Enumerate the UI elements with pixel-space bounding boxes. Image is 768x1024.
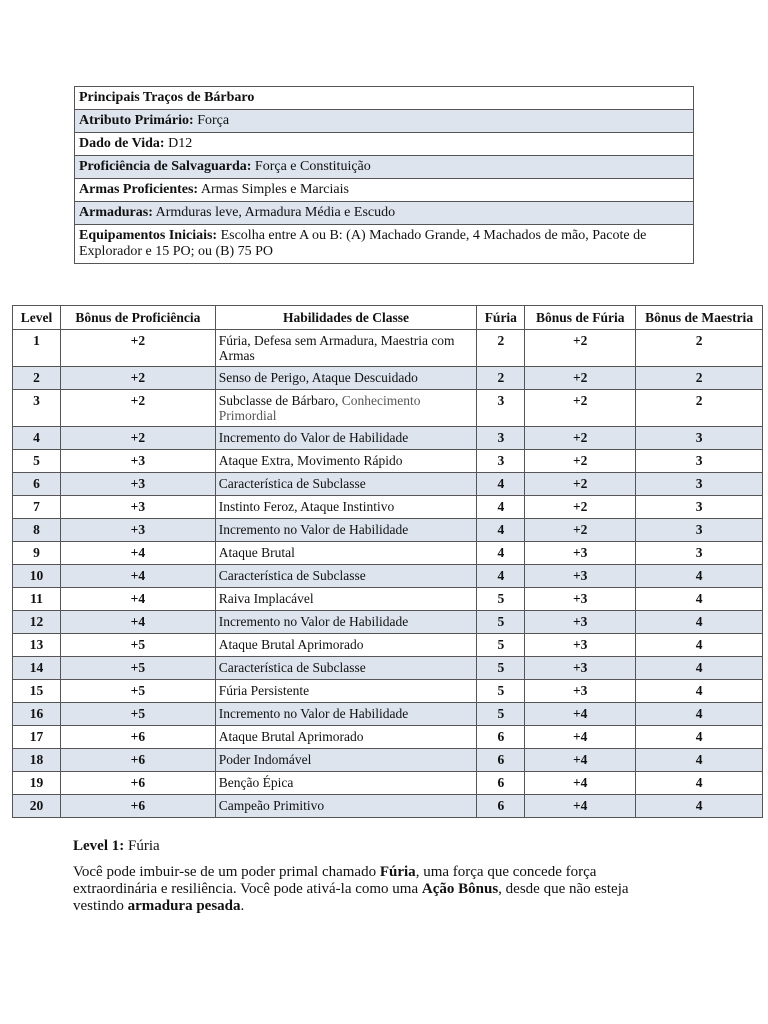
proficiency-bonus-cell: +4	[60, 565, 215, 588]
level-cell: 13	[13, 634, 61, 657]
table-row	[13, 496, 763, 519]
class-features-cell	[215, 565, 477, 588]
rage-cell: 4	[477, 542, 525, 565]
class-features-text: Característica de Subclasse	[218, 660, 366, 675]
rage-bonus-cell: +3	[525, 680, 636, 703]
mastery-bonus-cell: 4	[636, 565, 763, 588]
level-cell: 11	[13, 588, 61, 611]
rage-bonus-cell: +2	[525, 367, 636, 390]
level-cell: 7	[13, 496, 61, 519]
level-cell: 12	[13, 611, 61, 634]
header-class-features: Habilidades de Classe	[215, 306, 477, 330]
feature-text: , desde que não esteja vestindo	[73, 881, 629, 914]
level-cell: 1	[13, 330, 61, 367]
traits-cell	[75, 179, 694, 202]
mastery-bonus-cell: 4	[636, 795, 763, 818]
class-features-text: Fúria, Defesa sem Armadura, Maestria com Armas	[218, 333, 455, 363]
rage-bonus-cell: +4	[525, 726, 636, 749]
traits-label: Equipamentos Iniciais:	[79, 228, 218, 243]
table-row	[13, 588, 763, 611]
class-features-cell	[215, 450, 477, 473]
rage-cell: 3	[477, 450, 525, 473]
class-features-text: Fúria Persistente	[218, 683, 310, 698]
table-row	[13, 726, 763, 749]
rage-bonus-cell: +3	[525, 565, 636, 588]
table-row	[13, 795, 763, 818]
rage-cell: 3	[477, 427, 525, 450]
proficiency-bonus-cell: +2	[60, 330, 215, 367]
rage-bonus-cell: +3	[525, 657, 636, 680]
table-row	[13, 565, 763, 588]
traits-cell	[75, 202, 694, 225]
class-features-text: Senso de Perigo, Ataque Descuidado	[218, 370, 418, 385]
level-cell: 9	[13, 542, 61, 565]
proficiency-bonus-cell: +2	[60, 367, 215, 390]
mastery-bonus-cell: 3	[636, 519, 763, 542]
table-row	[13, 772, 763, 795]
level-cell: 2	[13, 367, 61, 390]
class-features-cell	[215, 390, 477, 427]
mastery-bonus-cell: 2	[636, 330, 763, 367]
traits-cell	[75, 156, 694, 179]
traits-label: Atributo Primário:	[79, 113, 194, 128]
level-cell: 10	[13, 565, 61, 588]
class-features-cell	[215, 795, 477, 818]
traits-cell	[75, 110, 694, 133]
class-features-cell	[215, 703, 477, 726]
header-mastery-bonus: Bônus de Maestria	[636, 306, 763, 330]
mastery-bonus-cell: 3	[636, 427, 763, 450]
proficiency-bonus-cell: +6	[60, 795, 215, 818]
mastery-bonus-cell: 4	[636, 588, 763, 611]
rage-bonus-cell: +2	[525, 473, 636, 496]
table-row	[13, 450, 763, 473]
mastery-bonus-cell: 2	[636, 367, 763, 390]
level-cell: 20	[13, 795, 61, 818]
header-rage: Fúria	[477, 306, 525, 330]
class-features-cell	[215, 588, 477, 611]
rage-bonus-cell: +2	[525, 496, 636, 519]
traits-table	[74, 86, 694, 264]
proficiency-bonus-cell: +3	[60, 450, 215, 473]
class-features-cell	[215, 680, 477, 703]
rage-cell: 6	[477, 795, 525, 818]
class-features-cell	[215, 519, 477, 542]
rage-bonus-cell: +2	[525, 330, 636, 367]
feature-description	[73, 864, 683, 915]
level-cell: 4	[13, 427, 61, 450]
rage-cell: 3	[477, 390, 525, 427]
traits-value: Força e Constituição	[254, 159, 371, 174]
rage-cell: 6	[477, 772, 525, 795]
rage-bonus-cell: +2	[525, 427, 636, 450]
table-row	[13, 390, 763, 427]
proficiency-bonus-cell: +3	[60, 519, 215, 542]
rage-cell: 5	[477, 588, 525, 611]
class-features-text: Campeão Primitivo	[218, 798, 325, 813]
traits-value: Armas Simples e Marciais	[200, 182, 349, 197]
rage-bonus-cell: +3	[525, 588, 636, 611]
proficiency-bonus-cell: +5	[60, 634, 215, 657]
proficiency-bonus-cell: +4	[60, 542, 215, 565]
rage-cell: 4	[477, 565, 525, 588]
feature-heading-label: Level 1:	[73, 838, 125, 854]
mastery-bonus-cell: 4	[636, 772, 763, 795]
rage-cell: 5	[477, 680, 525, 703]
class-features-text: Ataque Extra, Movimento Rápido	[218, 453, 403, 468]
feature-term-heavy-armor: armadura pesada	[127, 898, 241, 914]
level-cell: 19	[13, 772, 61, 795]
class-features-text: Característica de Subclasse	[218, 568, 366, 583]
level-cell: 6	[13, 473, 61, 496]
traits-value: D12	[168, 136, 193, 151]
rage-cell: 5	[477, 703, 525, 726]
table-row	[13, 680, 763, 703]
proficiency-bonus-cell: +3	[60, 473, 215, 496]
table-row	[13, 703, 763, 726]
proficiency-bonus-cell: +2	[60, 390, 215, 427]
class-features-text: Ataque Brutal Aprimorado	[218, 637, 364, 652]
level-cell: 17	[13, 726, 61, 749]
class-features-text: Benção Épica	[218, 775, 294, 790]
class-features-cell	[215, 367, 477, 390]
traits-row	[75, 133, 694, 156]
class-features-text: Incremento no Valor de Habilidade	[218, 522, 409, 537]
rage-cell: 4	[477, 473, 525, 496]
proficiency-bonus-cell: +4	[60, 588, 215, 611]
class-features-cell	[215, 749, 477, 772]
traits-row	[75, 156, 694, 179]
class-features-text: Incremento do Valor de Habilidade	[218, 430, 409, 445]
rage-cell: 5	[477, 611, 525, 634]
rage-cell: 6	[477, 749, 525, 772]
table-row	[13, 519, 763, 542]
class-features-text: Instinto Feroz, Ataque Instintivo	[218, 499, 395, 514]
mastery-bonus-cell: 4	[636, 680, 763, 703]
rage-bonus-cell: +2	[525, 390, 636, 427]
class-features-cell	[215, 496, 477, 519]
proficiency-bonus-cell: +5	[60, 680, 215, 703]
class-features-cell	[215, 611, 477, 634]
rage-bonus-cell: +2	[525, 450, 636, 473]
class-features-text: Ataque Brutal Aprimorado	[218, 729, 364, 744]
rage-cell: 6	[477, 726, 525, 749]
traits-label: Proficiência de Salvaguarda:	[79, 159, 252, 174]
table-row	[13, 749, 763, 772]
rage-cell: 5	[477, 657, 525, 680]
proficiency-bonus-cell: +5	[60, 703, 215, 726]
table-row	[13, 367, 763, 390]
table-row	[13, 542, 763, 565]
class-features-cell	[215, 657, 477, 680]
rage-bonus-cell: +3	[525, 634, 636, 657]
table-row	[13, 634, 763, 657]
feature-heading-value: Fúria	[127, 838, 160, 854]
header-rage-bonus: Bônus de Fúria	[525, 306, 636, 330]
rage-bonus-cell: +2	[525, 519, 636, 542]
rage-bonus-cell: +4	[525, 772, 636, 795]
class-features-cell	[215, 542, 477, 565]
class-features-link-text: Conhecimento Primordial	[218, 393, 421, 423]
traits-row	[75, 179, 694, 202]
feature-term-rage: Fúria	[379, 864, 416, 880]
table-row	[13, 427, 763, 450]
header-level: Level	[13, 306, 61, 330]
class-features-text: Poder Indomável	[218, 752, 312, 767]
rage-cell: 4	[477, 519, 525, 542]
level-cell: 5	[13, 450, 61, 473]
class-features-text: Ataque Brutal	[218, 545, 295, 560]
level-cell: 18	[13, 749, 61, 772]
mastery-bonus-cell: 4	[636, 657, 763, 680]
traits-row	[75, 202, 694, 225]
traits-label: Armaduras:	[79, 205, 153, 220]
table-row	[13, 611, 763, 634]
level-progression-table	[12, 305, 763, 818]
mastery-bonus-cell: 3	[636, 496, 763, 519]
level-cell: 8	[13, 519, 61, 542]
traits-label: Dado de Vida:	[79, 136, 165, 151]
traits-title: Principais Traços de Bárbaro	[75, 87, 694, 110]
traits-title-row	[75, 87, 694, 110]
table-row	[13, 330, 763, 367]
proficiency-bonus-cell: +2	[60, 427, 215, 450]
traits-label: Armas Proficientes:	[79, 182, 199, 197]
level-cell: 14	[13, 657, 61, 680]
proficiency-bonus-cell: +3	[60, 496, 215, 519]
header-proficiency-bonus: Bônus de Proficiência	[60, 306, 215, 330]
feature-text: Você pode imbuir-se de um poder primal chamado	[73, 864, 380, 880]
traits-cell	[75, 225, 694, 264]
class-features-text: Subclasse de Bárbaro,	[218, 393, 342, 408]
level-cell: 16	[13, 703, 61, 726]
rage-bonus-cell: +4	[525, 703, 636, 726]
class-features-text: Incremento no Valor de Habilidade	[218, 614, 409, 629]
proficiency-bonus-cell: +6	[60, 772, 215, 795]
mastery-bonus-cell: 3	[636, 450, 763, 473]
table-row	[13, 473, 763, 496]
mastery-bonus-cell: 2	[636, 390, 763, 427]
traits-value: Escolha entre A ou B: (A) Machado Grande, 4 Machados de mão, Pacote de Explorador e 15 PO; ou (B) 75 PO	[79, 228, 647, 259]
feature-term-bonus-action: Ação Bônus	[421, 881, 499, 897]
traits-row	[75, 225, 694, 264]
feature-heading	[73, 838, 683, 855]
rage-cell: 5	[477, 634, 525, 657]
mastery-bonus-cell: 4	[636, 749, 763, 772]
class-features-cell	[215, 634, 477, 657]
proficiency-bonus-cell: +5	[60, 657, 215, 680]
class-features-cell	[215, 473, 477, 496]
proficiency-bonus-cell: +6	[60, 726, 215, 749]
rage-bonus-cell: +3	[525, 611, 636, 634]
level-cell: 3	[13, 390, 61, 427]
mastery-bonus-cell: 4	[636, 611, 763, 634]
feature-text: , uma força que concede força extraordinária e resiliência. Você pode ativá-la como uma	[73, 864, 597, 897]
traits-row	[75, 110, 694, 133]
rage-cell: 4	[477, 496, 525, 519]
proficiency-bonus-cell: +6	[60, 749, 215, 772]
traits-value: Armduras leve, Armadura Média e Escudo	[155, 205, 396, 220]
level-cell: 15	[13, 680, 61, 703]
proficiency-bonus-cell: +4	[60, 611, 215, 634]
rage-bonus-cell: +4	[525, 749, 636, 772]
class-features-text: Característica de Subclasse	[218, 476, 366, 491]
rage-cell: 2	[477, 367, 525, 390]
traits-cell	[75, 133, 694, 156]
table-header-row	[13, 306, 763, 330]
mastery-bonus-cell: 3	[636, 542, 763, 565]
mastery-bonus-cell: 4	[636, 726, 763, 749]
class-features-cell	[215, 772, 477, 795]
class-features-cell	[215, 726, 477, 749]
rage-bonus-cell: +3	[525, 542, 636, 565]
class-features-cell	[215, 330, 477, 367]
rage-bonus-cell: +4	[525, 795, 636, 818]
class-features-text: Raiva Implacável	[218, 591, 314, 606]
class-features-cell	[215, 427, 477, 450]
table-row	[13, 657, 763, 680]
rage-cell: 2	[477, 330, 525, 367]
feature-text: .	[240, 898, 245, 914]
feature-section	[73, 838, 683, 924]
mastery-bonus-cell: 4	[636, 634, 763, 657]
class-features-text: Incremento no Valor de Habilidade	[218, 706, 409, 721]
mastery-bonus-cell: 4	[636, 703, 763, 726]
mastery-bonus-cell: 3	[636, 473, 763, 496]
traits-value: Força	[197, 113, 230, 128]
